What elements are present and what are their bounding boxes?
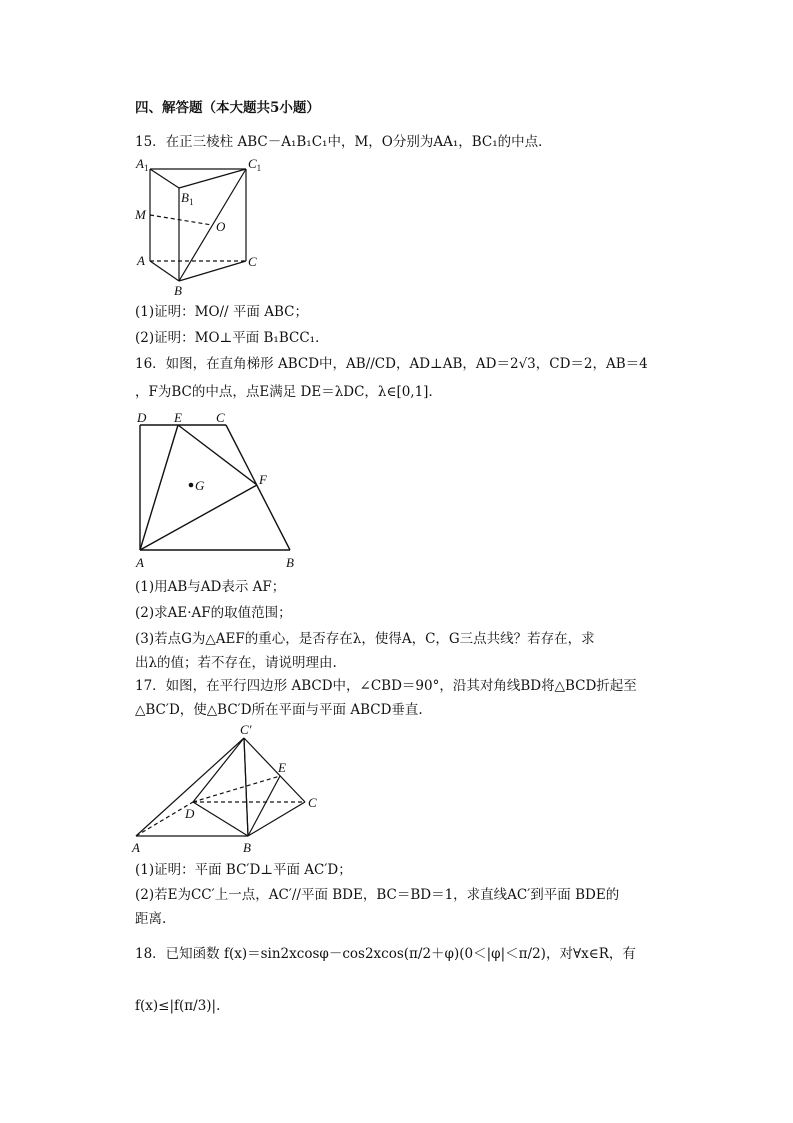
q18-stem-line2: f(x)≤|f(π/3)|. bbox=[135, 998, 221, 1014]
edge-ab bbox=[150, 261, 179, 281]
label-d: D bbox=[137, 410, 147, 425]
q17-folded-figure bbox=[130, 722, 330, 856]
label-o: O bbox=[216, 219, 226, 234]
label-b: B bbox=[174, 283, 182, 298]
label-g: G bbox=[195, 478, 205, 493]
label-c: C bbox=[248, 254, 257, 269]
q16-part3-line1: (3)若点G为△AEF的重心，是否存在λ，使得A，C，G三点共线？若存在，求 bbox=[135, 631, 595, 647]
label-a: A bbox=[136, 555, 144, 570]
q15-prism-figure bbox=[130, 152, 270, 302]
q16-stem-line1: 16．如图，在直角梯形 ABCD中，AB//CD，AD⊥AB，AD＝2√3，CD＝2，AB＝4 bbox=[135, 356, 648, 372]
q17-part1: (1)证明：平面 BC′D⊥平面 AC′D； bbox=[135, 862, 352, 878]
label-f: F bbox=[259, 472, 267, 487]
point-g bbox=[189, 483, 194, 488]
label-m: M bbox=[135, 207, 146, 222]
q17-stem-line1: 17．如图，在平行四边形 ABCD中，∠CBD＝90°，沿其对角线BD将△BCD折起至 bbox=[135, 678, 637, 694]
q17-part2-line1: (2)若E为CC′上一点，AC′//平面 BDE，BC＝BD＝1，求直线AC′到平面 BDE的 bbox=[135, 887, 620, 903]
label-b: B bbox=[286, 555, 294, 570]
q17-part2-line2: 距离. bbox=[135, 911, 167, 927]
q16-part3-line2: 出λ的值；若不存在，请说明理由. bbox=[135, 655, 337, 671]
edge-cb bbox=[226, 425, 290, 550]
label-c: C bbox=[216, 410, 225, 425]
q15-stem: 15．在正三棱柱 ABC－A₁B₁C₁中，M，O分别为AA₁，BC₁的中点． bbox=[135, 134, 552, 150]
label-b: B bbox=[243, 840, 251, 855]
segment-mo bbox=[150, 215, 212, 225]
q18-stem-line1: 18．已知函数 f(x)＝sin2xcosφ－cos2xcos(π/2＋φ)(0＜|φ|＜π/2)，对∀x∈R，有 bbox=[135, 946, 636, 962]
label-d: D bbox=[185, 806, 195, 821]
segment-ef bbox=[178, 425, 257, 485]
segment-af bbox=[140, 485, 257, 550]
q16-part2: (2)求AE·AF的取值范围； bbox=[135, 605, 292, 621]
edge-db bbox=[193, 802, 248, 836]
edge-a1b1 bbox=[150, 169, 179, 188]
q17-stem-line2: △BC′D，使△BC′D所在平面与平面 ABCD垂直. bbox=[135, 702, 423, 718]
label-b1: $B_1$ bbox=[181, 190, 194, 207]
q16-part1: (1)用AB与AD表示 AF； bbox=[135, 579, 286, 595]
q16-trapezoid-figure bbox=[130, 406, 310, 572]
section-heading: 四、解答题（本大题共5小题） bbox=[135, 100, 320, 116]
q16-stem-line2: ，F为BC的中点，点E满足 DE＝λDC，λ∈[0,1]． bbox=[135, 384, 442, 400]
edge-c-prime-b bbox=[244, 738, 248, 836]
label-a: A bbox=[132, 840, 140, 855]
edge-dc-prime bbox=[193, 738, 244, 802]
q15-part1: (1)证明：MO// 平面 ABC； bbox=[135, 304, 308, 320]
edge-cc-prime bbox=[244, 738, 305, 802]
label-c: C bbox=[308, 795, 317, 810]
segment-de-hidden bbox=[193, 776, 280, 802]
label-c-prime: C′ bbox=[240, 722, 252, 737]
label-a: A bbox=[137, 253, 145, 268]
label-c1: $C_1$ bbox=[248, 156, 262, 173]
edge-ac-prime bbox=[136, 738, 244, 836]
label-e: E bbox=[174, 410, 182, 425]
q15-part2: (2)证明：MO⊥平面 B₁BCC₁． bbox=[135, 330, 329, 346]
label-e: E bbox=[278, 760, 286, 775]
label-a1: $A_1$ bbox=[136, 156, 149, 173]
segment-ae bbox=[140, 425, 178, 550]
